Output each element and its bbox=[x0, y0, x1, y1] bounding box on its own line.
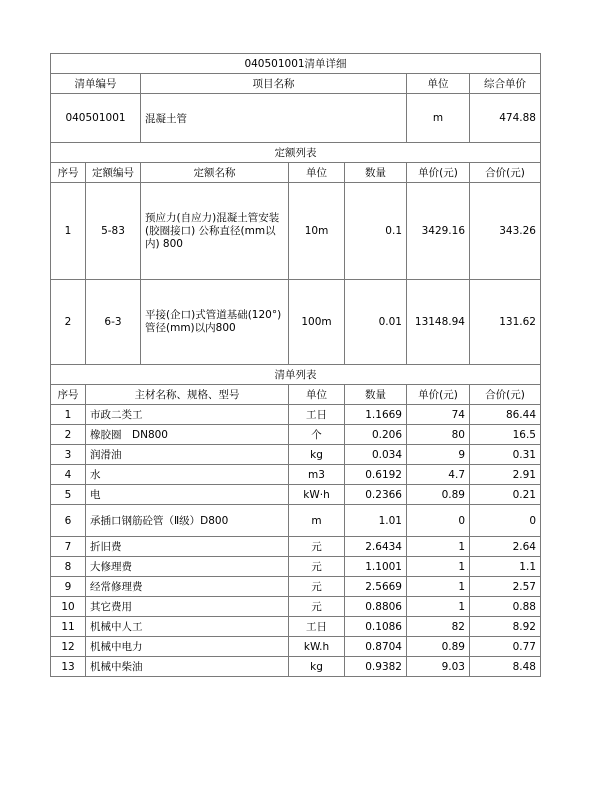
material-seq: 1 bbox=[51, 405, 86, 425]
quota-col-name: 定额名称 bbox=[141, 163, 289, 183]
header-name: 项目名称 bbox=[141, 74, 407, 94]
header-code: 清单编号 bbox=[51, 74, 141, 94]
quota-code: 5-83 bbox=[86, 183, 141, 280]
item-header-row bbox=[51, 74, 541, 94]
material-name: 水 bbox=[86, 465, 289, 485]
material-row bbox=[51, 485, 541, 505]
material-name: 其它费用 bbox=[86, 597, 289, 617]
material-seq: 4 bbox=[51, 465, 86, 485]
material-price: 4.7 bbox=[407, 465, 470, 485]
materials-header-row bbox=[51, 385, 541, 405]
quota-section-row bbox=[51, 143, 541, 163]
material-row bbox=[51, 405, 541, 425]
material-row bbox=[51, 597, 541, 617]
material-row bbox=[51, 637, 541, 657]
material-name: 机械中人工 bbox=[86, 617, 289, 637]
material-price: 9.03 bbox=[407, 657, 470, 677]
material-total: 0 bbox=[470, 505, 541, 537]
material-qty: 0.6192 bbox=[345, 465, 407, 485]
table-title: 040501001清单详细 bbox=[51, 54, 541, 74]
materials-col-qty: 数量 bbox=[345, 385, 407, 405]
quota-price: 13148.94 bbox=[407, 280, 470, 365]
material-total: 0.77 bbox=[470, 637, 541, 657]
header-unit: 单位 bbox=[407, 74, 470, 94]
material-total: 0.88 bbox=[470, 597, 541, 617]
material-qty: 2.6434 bbox=[345, 537, 407, 557]
item-name: 混凝土管 bbox=[141, 94, 407, 143]
material-qty: 0.8704 bbox=[345, 637, 407, 657]
material-row bbox=[51, 617, 541, 637]
material-price: 9 bbox=[407, 445, 470, 465]
material-qty: 0.8806 bbox=[345, 597, 407, 617]
material-qty: 1.1001 bbox=[345, 557, 407, 577]
quota-col-price: 单价(元) bbox=[407, 163, 470, 183]
quota-seq: 1 bbox=[51, 183, 86, 280]
material-seq: 5 bbox=[51, 485, 86, 505]
material-row bbox=[51, 557, 541, 577]
material-seq: 3 bbox=[51, 445, 86, 465]
material-row bbox=[51, 505, 541, 537]
header-price: 综合单价 bbox=[470, 74, 541, 94]
material-seq: 8 bbox=[51, 557, 86, 577]
material-qty: 1.1669 bbox=[345, 405, 407, 425]
material-price: 1 bbox=[407, 597, 470, 617]
material-seq: 7 bbox=[51, 537, 86, 557]
material-total: 8.92 bbox=[470, 617, 541, 637]
material-qty: 1.01 bbox=[345, 505, 407, 537]
material-name: 润滑油 bbox=[86, 445, 289, 465]
material-name: 经常修理费 bbox=[86, 577, 289, 597]
quota-seq: 2 bbox=[51, 280, 86, 365]
quota-total: 131.62 bbox=[470, 280, 541, 365]
material-unit: kg bbox=[289, 445, 345, 465]
material-seq: 2 bbox=[51, 425, 86, 445]
material-total: 2.57 bbox=[470, 577, 541, 597]
materials-col-name: 主材名称、规格、型号 bbox=[86, 385, 289, 405]
title-row bbox=[51, 54, 541, 74]
quota-col-qty: 数量 bbox=[345, 163, 407, 183]
material-row bbox=[51, 577, 541, 597]
material-qty: 0.206 bbox=[345, 425, 407, 445]
quota-header-row bbox=[51, 163, 541, 183]
material-seq: 9 bbox=[51, 577, 86, 597]
quota-col-code: 定额编号 bbox=[86, 163, 141, 183]
quota-section-title: 定额列表 bbox=[51, 143, 541, 163]
quota-price: 3429.16 bbox=[407, 183, 470, 280]
quota-name: 预应力(自应力)混凝土管安装(胶圈接口) 公称直径(mm以内) 800 bbox=[141, 183, 289, 280]
material-total: 2.91 bbox=[470, 465, 541, 485]
material-unit: m3 bbox=[289, 465, 345, 485]
material-total: 0.21 bbox=[470, 485, 541, 505]
material-price: 0.89 bbox=[407, 485, 470, 505]
material-unit: m bbox=[289, 505, 345, 537]
material-total: 1.1 bbox=[470, 557, 541, 577]
quota-col-unit: 单位 bbox=[289, 163, 345, 183]
material-seq: 12 bbox=[51, 637, 86, 657]
quota-unit: 100m bbox=[289, 280, 345, 365]
material-name: 市政二类工 bbox=[86, 405, 289, 425]
material-row bbox=[51, 537, 541, 557]
material-price: 82 bbox=[407, 617, 470, 637]
material-total: 8.48 bbox=[470, 657, 541, 677]
material-qty: 0.1086 bbox=[345, 617, 407, 637]
quota-name: 平接(企口)式管道基础(120°) 管径(mm)以内800 bbox=[141, 280, 289, 365]
material-price: 74 bbox=[407, 405, 470, 425]
material-name: 橡胶圈 DN800 bbox=[86, 425, 289, 445]
material-unit: 元 bbox=[289, 577, 345, 597]
material-price: 0 bbox=[407, 505, 470, 537]
material-unit: 元 bbox=[289, 557, 345, 577]
item-code: 040501001 bbox=[51, 94, 141, 143]
materials-col-unit: 单位 bbox=[289, 385, 345, 405]
material-qty: 2.5669 bbox=[345, 577, 407, 597]
material-seq: 6 bbox=[51, 505, 86, 537]
material-unit: 元 bbox=[289, 597, 345, 617]
item-price: 474.88 bbox=[470, 94, 541, 143]
material-row bbox=[51, 445, 541, 465]
material-seq: 11 bbox=[51, 617, 86, 637]
material-total: 16.5 bbox=[470, 425, 541, 445]
materials-section-title: 清单列表 bbox=[51, 365, 541, 385]
quota-unit: 10m bbox=[289, 183, 345, 280]
quota-qty: 0.01 bbox=[345, 280, 407, 365]
material-name: 承插口钢筋砼管（Ⅱ级）D800 bbox=[86, 505, 289, 537]
material-price: 80 bbox=[407, 425, 470, 445]
material-total: 2.64 bbox=[470, 537, 541, 557]
materials-col-price: 单价(元) bbox=[407, 385, 470, 405]
material-total: 0.31 bbox=[470, 445, 541, 465]
material-total: 86.44 bbox=[470, 405, 541, 425]
bill-detail-table bbox=[50, 53, 541, 677]
material-name: 电 bbox=[86, 485, 289, 505]
material-name: 大修理费 bbox=[86, 557, 289, 577]
material-name: 折旧费 bbox=[86, 537, 289, 557]
material-price: 0.89 bbox=[407, 637, 470, 657]
material-price: 1 bbox=[407, 557, 470, 577]
quota-qty: 0.1 bbox=[345, 183, 407, 280]
material-price: 1 bbox=[407, 537, 470, 557]
quota-row bbox=[51, 280, 541, 365]
material-qty: 0.034 bbox=[345, 445, 407, 465]
material-seq: 10 bbox=[51, 597, 86, 617]
material-unit: 个 bbox=[289, 425, 345, 445]
material-unit: 元 bbox=[289, 537, 345, 557]
materials-col-seq: 序号 bbox=[51, 385, 86, 405]
material-price: 1 bbox=[407, 577, 470, 597]
item-unit: m bbox=[407, 94, 470, 143]
material-qty: 0.2366 bbox=[345, 485, 407, 505]
quota-col-total: 合价(元) bbox=[470, 163, 541, 183]
material-row bbox=[51, 657, 541, 677]
material-unit: kW·h bbox=[289, 485, 345, 505]
quota-col-seq: 序号 bbox=[51, 163, 86, 183]
material-seq: 13 bbox=[51, 657, 86, 677]
quota-row bbox=[51, 183, 541, 280]
material-unit: 工日 bbox=[289, 617, 345, 637]
material-name: 机械中电力 bbox=[86, 637, 289, 657]
material-qty: 0.9382 bbox=[345, 657, 407, 677]
quota-code: 6-3 bbox=[86, 280, 141, 365]
material-name: 机械中柴油 bbox=[86, 657, 289, 677]
material-unit: 工日 bbox=[289, 405, 345, 425]
material-row bbox=[51, 465, 541, 485]
quota-total: 343.26 bbox=[470, 183, 541, 280]
material-unit: kW.h bbox=[289, 637, 345, 657]
material-row bbox=[51, 425, 541, 445]
materials-section-row bbox=[51, 365, 541, 385]
item-row bbox=[51, 94, 541, 143]
material-unit: kg bbox=[289, 657, 345, 677]
materials-col-total: 合价(元) bbox=[470, 385, 541, 405]
